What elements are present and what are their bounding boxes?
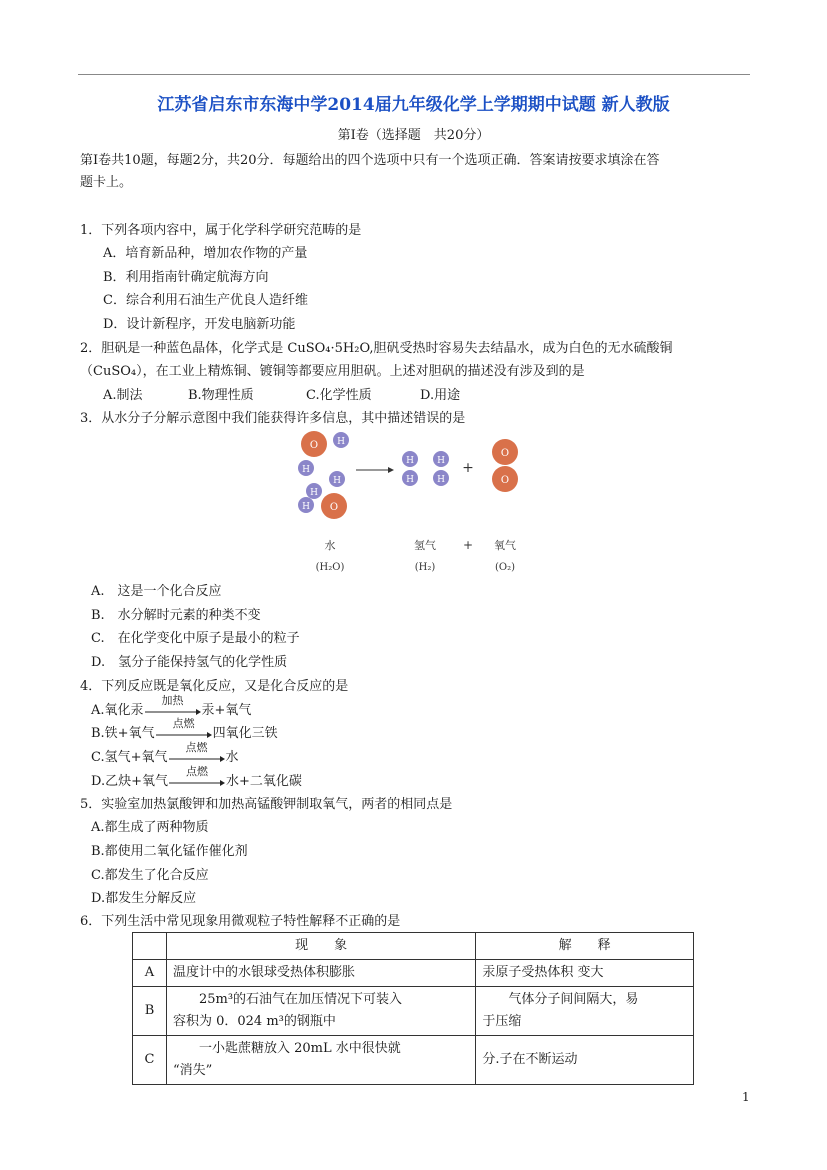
table-header-row [133,933,694,960]
cell-line: 一小匙蔗糖放入 20mL 水中很快就 [172,1041,401,1056]
atom-label: H [310,488,318,498]
atom-label: H [437,456,445,466]
reaction-condition: 点燃 [172,716,195,730]
label-oxygen: 氧气 [494,539,516,552]
row-key: C [133,1036,167,1085]
q5-stem: 5．实验室加热氯酸钾和加热高锰酸钾制取氧气，两者的相同点是 [80,797,453,812]
row-explanation [476,960,694,987]
q3-stem: 3．从水分子分解示意图中我们能获得许多信息，其中描述错误的是 [80,411,466,426]
q1-option-b: B．利用指南针确定航海方向 [103,270,269,285]
table-header-explanation: 解 释 [476,933,694,960]
q6-table [132,932,694,1085]
cell-line: “消失” [172,1063,213,1078]
reactants: B.铁+氧气 [91,726,155,741]
hydrogen-molecule-2 [433,451,449,486]
formula-oxygen: (O₂) [494,562,516,573]
atom-label: O [500,448,510,459]
cell-line: 汞原子受热体积 变大 [482,965,604,980]
label-water: 水 [324,539,336,552]
atom-label: H [406,475,414,485]
reaction-condition: 点燃 [185,740,208,754]
reaction-arrow [169,764,225,789]
q1-option-a: A．培育新品种，增加农作物的产量 [103,246,308,261]
water-molecule-1 [298,431,349,476]
instructions-line-1: 第Ⅰ卷共10题，每题2分，共20分．每题给出的四个选项中只有一个选项正确．答案请按要求填涂在答 [80,153,660,168]
products: 四氧化三铁 [212,726,278,741]
q3-option-c: C. 在化学变化中原子是最小的粒子 [91,631,300,646]
products: 汞+氧气 [201,703,252,718]
hydrogen-molecule-1 [402,451,418,486]
q1-stem: 1．下列各项内容中，属于化学科学研究范畴的是 [80,223,362,238]
cell-line: 气体分子间间隔大，易 [482,992,639,1007]
q2-line-1: 2．胆矾是一种蓝色晶体，化学式是 CuSO₄·5H₂O,胆矾受热时容易失去结晶水，成为白色的无水硫酸铜 [80,341,673,356]
plus-sign: + [462,460,474,476]
atom-label: H [337,437,345,447]
page-number: 1 [742,1090,750,1104]
reactants: D.乙炔+氧气 [91,774,168,789]
table-header-blank [133,933,167,960]
table-header-phenomenon: 现 象 [166,933,475,960]
label-hydrogen: 氢气 [414,539,436,552]
water-decomposition-diagram [290,428,536,578]
q3-option-a: A. 这是一个化合反应 [91,584,222,599]
oxygen-molecule [492,439,518,492]
formula-water: (H₂O) [315,562,345,573]
atom-label: O [329,502,339,513]
atom-label: H [302,502,310,512]
table-row [133,987,694,1036]
q6-stem: 6．下列生活中常见现象用微观粒子特性解释不正确的是 [80,914,401,929]
reactants: C.氢气+氧气 [91,750,168,765]
atom-label: H [333,476,341,486]
q2-option-c: C.化学性质 [306,388,372,403]
q2-option-a: A.制法 [103,388,143,403]
atom-label: H [437,475,445,485]
instructions-line-2: 题卡上。 [80,175,133,190]
reaction-condition: 点燃 [186,764,208,778]
formula-hydrogen: (H₂) [414,562,436,573]
section-title: 第Ⅰ卷（选择题 共20分） [337,128,490,143]
row-explanation [476,1036,694,1085]
q4-option-d [91,764,302,791]
row-key: A [133,960,167,987]
table-row [133,960,694,987]
q5-option-d: D.都发生分解反应 [91,891,197,906]
q4-stem: 4．下列反应既是氧化反应，又是化合反应的是 [80,679,349,694]
atom-label: H [406,456,414,466]
cell-line: 温度计中的水银球受热体积膨胀 [172,965,355,980]
cell-line: 于压缩 [482,1014,522,1029]
products: 水 [225,750,239,765]
atom-label: O [500,475,510,486]
products: 水+二氧化碳 [226,774,302,789]
atom-label: H [302,465,310,475]
page-title: 江苏省启东市东海中学2014届九年级化学上学期期中试题 新人教版 [157,95,670,115]
cell-line: 容积为 0．024 m³的钢瓶中 [172,1014,336,1029]
row-phenomenon [166,1036,475,1085]
cell-line: 分.子在不断运动 [482,1052,578,1067]
q1-option-c: C．综合利用石油生产优良人造纤维 [103,293,308,308]
q5-option-b: B.都使用二氧化锰作催化剂 [91,844,248,859]
water-molecule-2 [298,471,347,519]
reaction-condition: 加热 [161,693,184,707]
q1-option-d: D．设计新程序，开发电脑新功能 [103,317,296,332]
cell-line: 25m³的石油气在加压情况下可装入 [172,992,403,1007]
table-row [133,1036,694,1085]
label-plus: + [462,538,474,552]
q5-option-c: C.都发生了化合反应 [91,868,209,883]
arrow-head [388,467,394,473]
reactants: A.氧化汞 [91,703,144,718]
q3-option-b: B. 水分解时元素的种类不变 [91,608,261,623]
header-rule [78,74,750,75]
q2-option-b: B.物理性质 [188,388,254,403]
q3-option-d: D. 氢分子能保持氢气的化学性质 [91,655,288,670]
row-phenomenon [166,987,475,1036]
q2-line-2: （CuSO₄），在工业上精炼铜、镀铜等都要应用胆矾。上述对胆矾的描述没有涉及到的是 [80,364,585,379]
row-key: B [133,987,167,1036]
q5-option-a: A.都生成了两种物质 [91,820,209,835]
row-explanation [476,987,694,1036]
atom-label: O [309,440,319,451]
q2-option-d: D.用途 [420,388,461,403]
row-phenomenon [166,960,475,987]
